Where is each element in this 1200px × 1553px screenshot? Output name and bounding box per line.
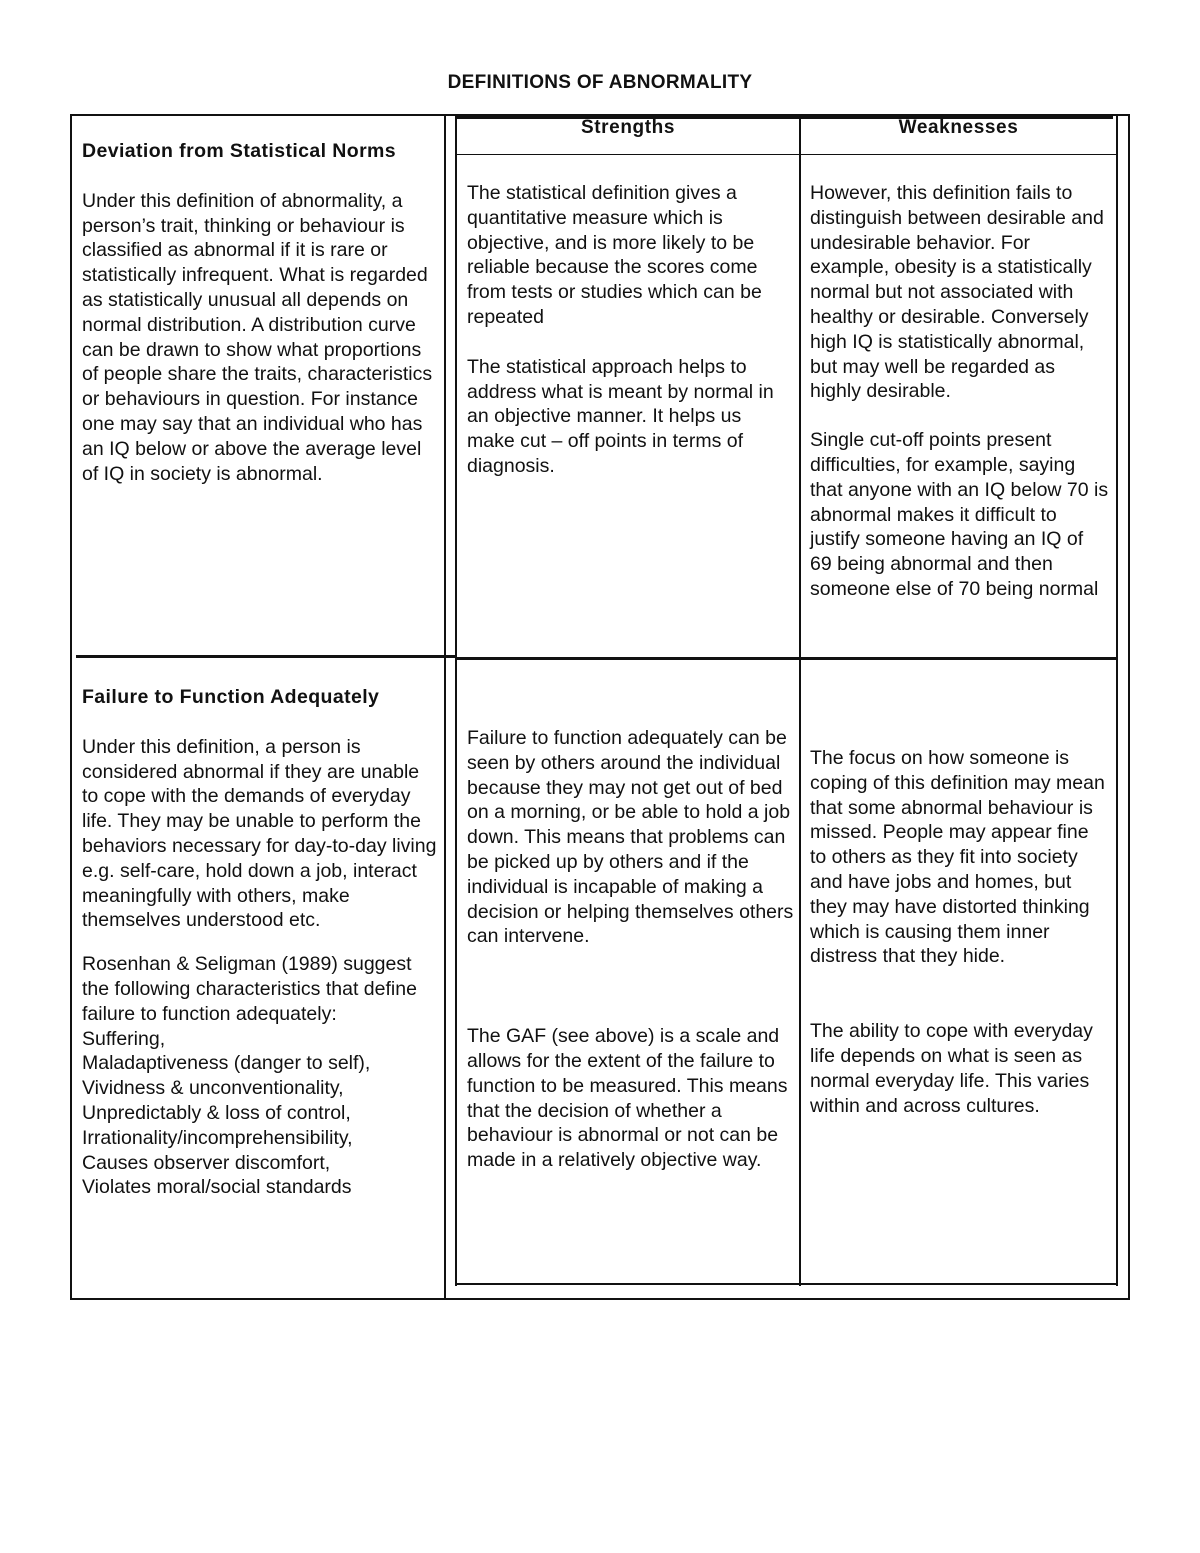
row1-definition-cell	[82, 139, 440, 486]
row1-strength-1: The statistical definition gives a quantitative measure which is objective, and is more likely to be reliable because the scores come from tests or studies which can be repeated	[467, 182, 762, 328]
list-item: Causes observer discomfort,	[82, 1151, 331, 1174]
row1-strength-2: The statistical approach helps to address what is meant by normal in an objective manner. It helps us make cut – off points in terms of diagnosis.	[467, 355, 774, 477]
column-divider	[444, 114, 446, 1300]
page-title: DEFINITIONS OF ABNORMALITY	[447, 72, 753, 93]
inner-middle-divider	[799, 116, 801, 1286]
strengths-header: Strengths	[580, 117, 676, 138]
row1-weaknesses-cell	[810, 181, 1110, 602]
list-item: Vividness & unconventionality,	[82, 1077, 344, 1100]
row1-strengths-cell	[467, 181, 793, 479]
list-item: Maladaptiveness (danger to self),	[82, 1052, 371, 1075]
inner-header-rule	[455, 154, 1118, 155]
row2-strength-2: The GAF (see above) is a scale and allows for the extent of the failure to function to be measured. This means that the decision of whether a behaviour is abnormal or not can be made in a relatively objective way.	[467, 1025, 788, 1172]
inner-right-border	[1116, 116, 1118, 1286]
outer-bottom-border	[70, 1298, 1130, 1300]
row2-weakness-1: The focus on how someone is coping of this definition may mean that some abnormal behaviour is missed. People may appear fine to others as they fit into society and have jobs and homes, but they may have distorted thinking which is causing them inner distress that they hide.	[810, 747, 1105, 968]
row1-heading: Deviation from Statistical Norms	[82, 140, 397, 162]
row1-weakness-2: Single cut-off points present difficulties, for example, saying that anyone with an IQ below 70 is abnormal makes it difficult to justify someone having an IQ of 69 being abnormal and then someone else of 70 being normal	[810, 429, 1109, 600]
list-item: Irrationality/incomprehensibility,	[82, 1126, 353, 1149]
list-item: Suffering,	[82, 1027, 166, 1050]
row2-strength-1: Failure to function adequately can be seen by others around the individual because they may not get out of bed on a morning, or be able to hold a job down. This means that problems can be picked up by others and if the individual is incapable of making a decision or helping themselves others can intervene.	[467, 727, 794, 948]
characteristics-list	[82, 1027, 440, 1201]
row2-heading: Failure to Function Adequately	[82, 686, 380, 708]
list-item: Unpredictably & loss of control,	[82, 1101, 351, 1124]
row2-description: Under this definition, a person is considered abnormal if they are unable to cope with the demands of everyday life. They may be unable to perform the behaviors necessary for day-to-day living e.g. self-care, hold down a job, interact meaningfully with others, make themselves understood etc.	[82, 735, 437, 932]
inner-row-divider	[455, 657, 1118, 660]
row2-weakness-2: The ability to cope with everyday life depends on what is seen as normal everyday life. This varies within and across cultures.	[810, 1020, 1093, 1117]
row2-definition-cell	[82, 685, 440, 1200]
outer-right-border	[1128, 114, 1130, 1300]
row-divider-left	[76, 655, 456, 658]
row2-weaknesses-cell	[810, 746, 1110, 1118]
outer-left-border	[70, 114, 72, 1300]
row1-description: Under this definition of abnormality, a person’s trait, thinking or behaviour is classified as abnormal if it is rare or statistically infrequent. What is regarded as statistically unusual all depends on normal distribution. A distribution curve can be drawn to show what proportions of people share the traits, characteristics or behaviours in question. For instance one may say that an individual who has an IQ below or above the average level of IQ in society is abnormal.	[82, 189, 433, 485]
weaknesses-header: Weaknesses	[898, 117, 1019, 138]
list-item: Violates moral/social standards	[82, 1176, 352, 1199]
inner-bottom-border	[455, 1283, 1118, 1285]
row2-strengths-cell	[467, 726, 797, 1173]
inner-left-border	[455, 116, 457, 1286]
row2-intro: Rosenhan & Seligman (1989) suggest the following characteristics that define failure to function adequately:	[82, 953, 417, 1025]
row1-weakness-1: However, this definition fails to distinguish between desirable and undesirable behavior. For example, obesity is a statistically normal but not associated with healthy or desirable. Conversely high IQ is statistically abnormal, but may well be regarded as highly desirable.	[810, 182, 1104, 403]
